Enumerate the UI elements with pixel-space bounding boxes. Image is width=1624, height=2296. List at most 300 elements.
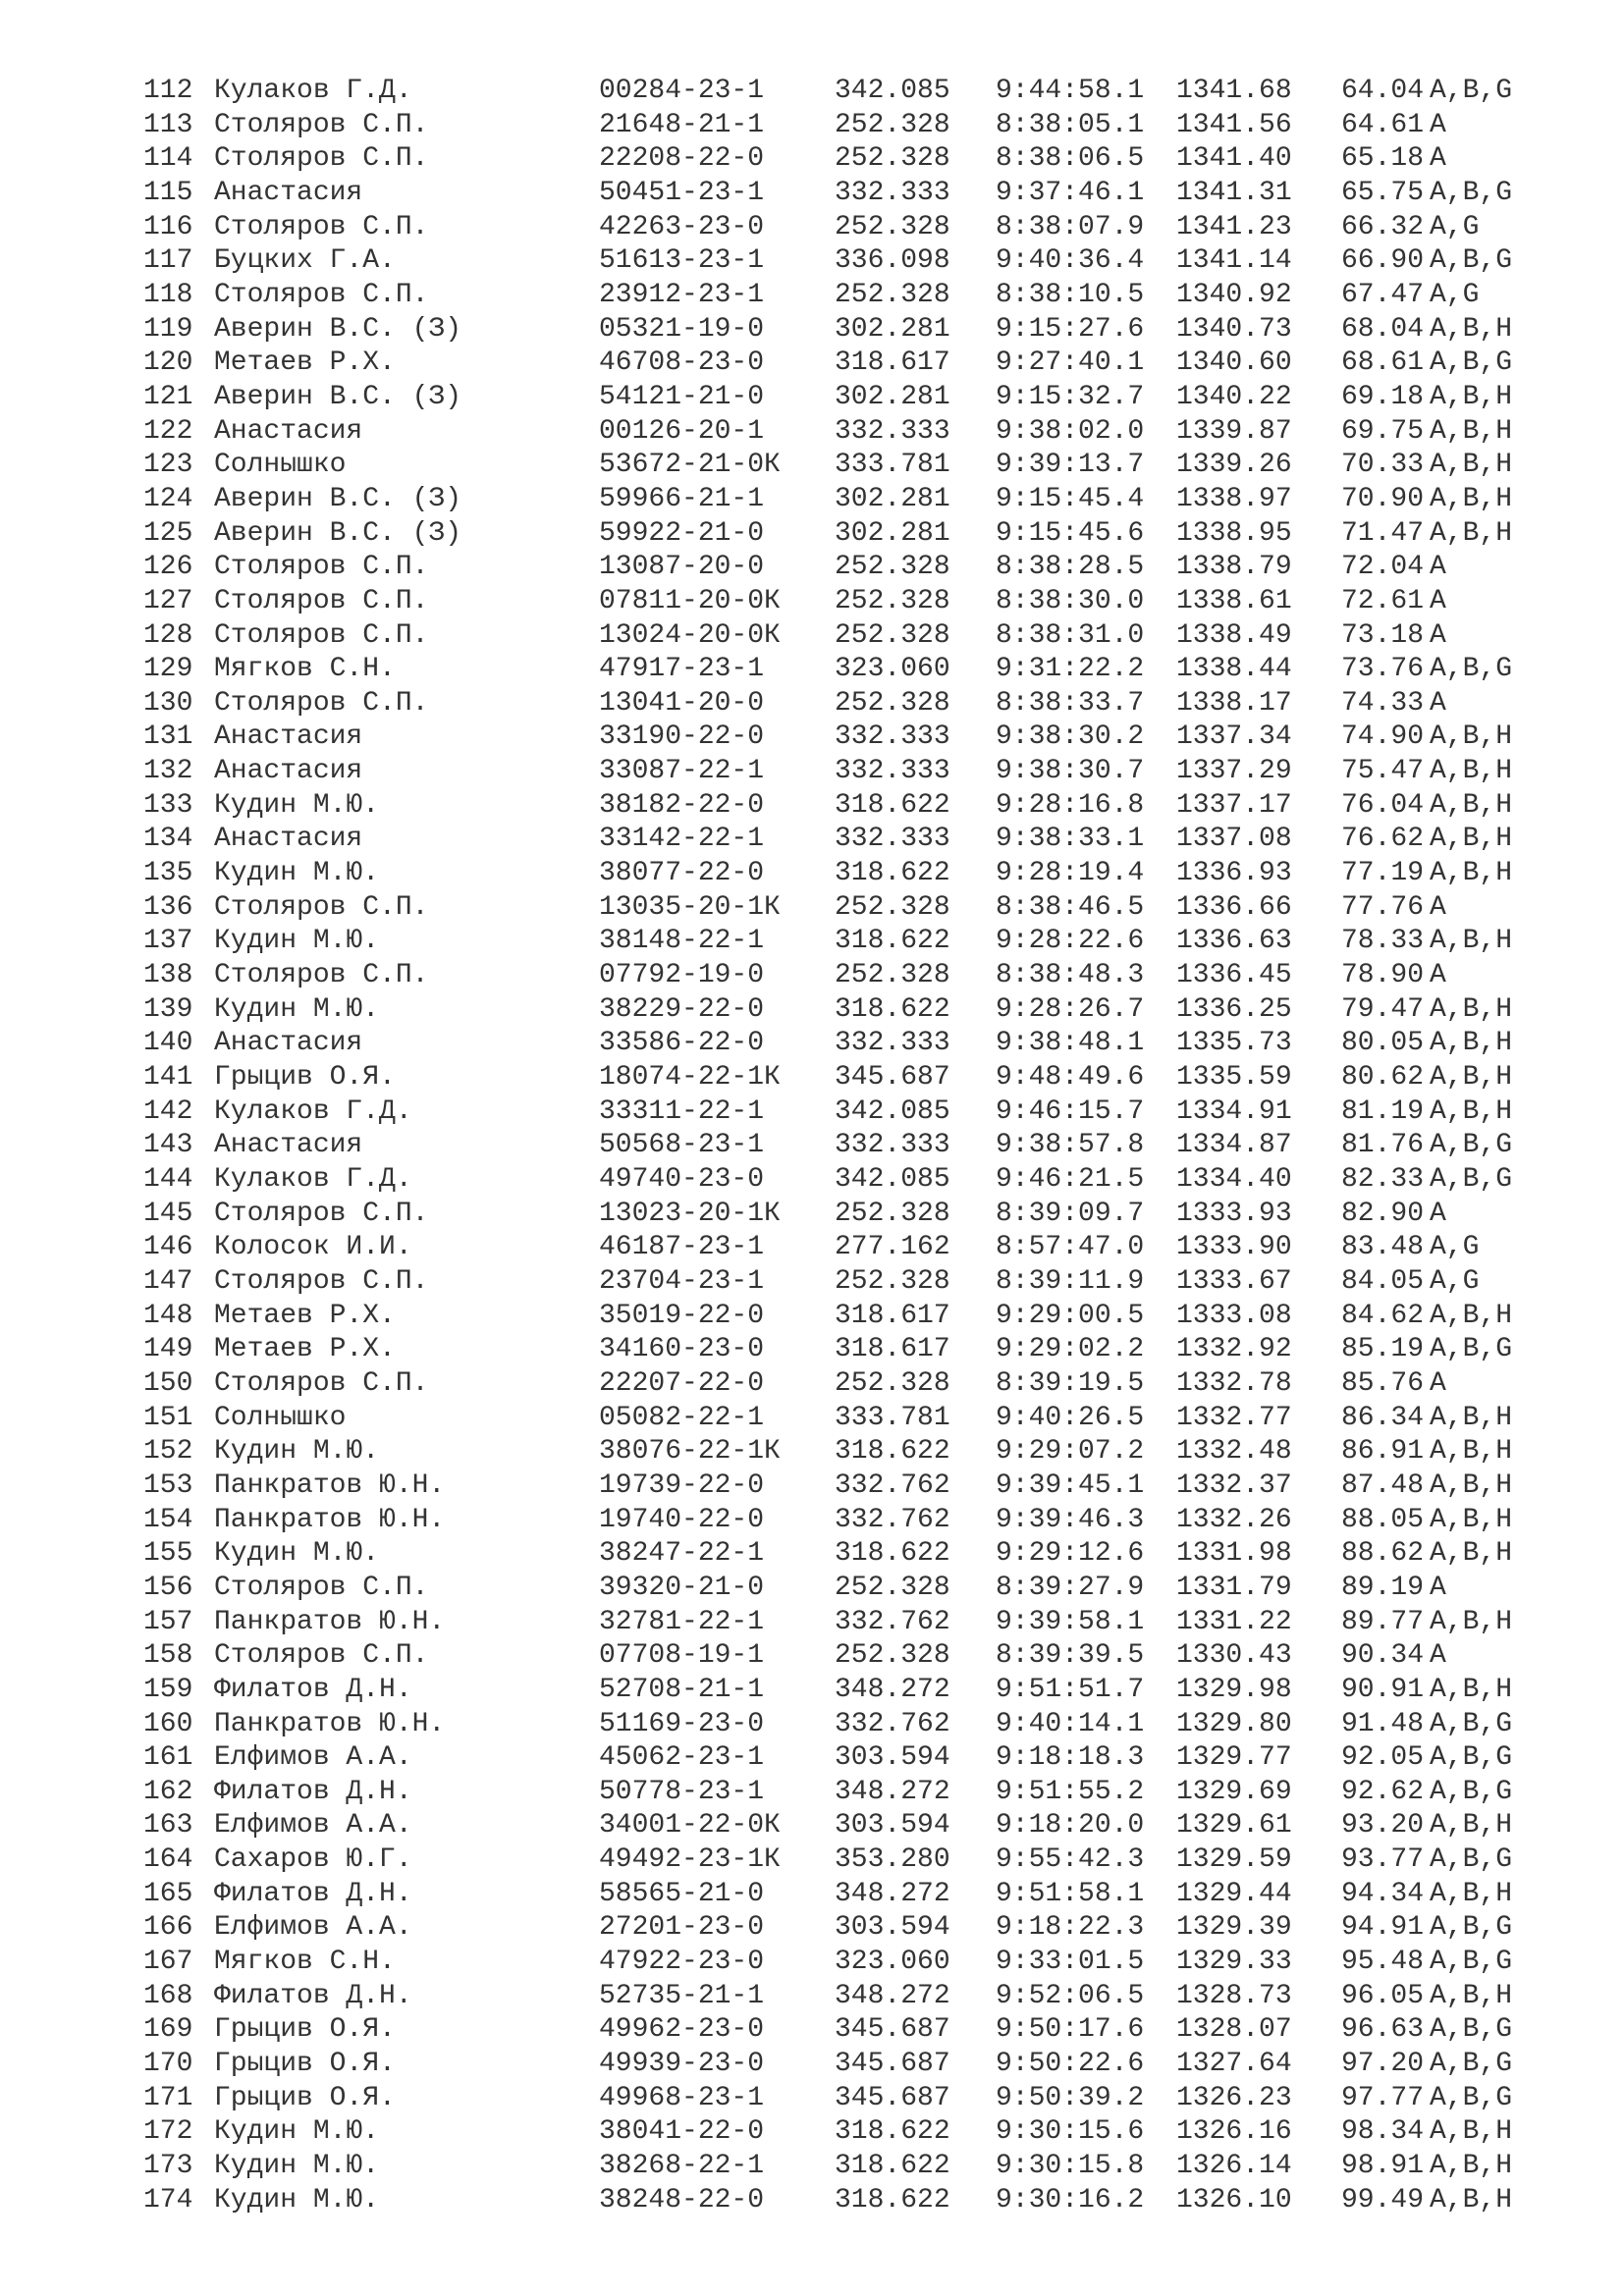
category-flags: A,B,H	[1430, 993, 1513, 1025]
distance: 348.272	[835, 1878, 950, 1909]
fancier-name: Елфимов А.А.	[214, 1912, 412, 1944]
coefficient: 75.47	[1341, 756, 1425, 787]
result-row	[143, 1741, 1567, 1776]
category-flags: A,B,H	[1430, 1810, 1513, 1842]
distance: 318.622	[835, 789, 950, 821]
row-number: 121	[143, 381, 193, 412]
arrival-time: 9:15:32.7	[996, 381, 1145, 412]
coefficient: 67.47	[1341, 279, 1425, 310]
result-row	[143, 959, 1567, 993]
coefficient: 81.19	[1341, 1095, 1425, 1127]
result-row	[143, 1231, 1567, 1265]
fancier-name: Аверин В.С. (З)	[214, 313, 462, 345]
row-number: 146	[143, 1232, 193, 1263]
distance: 252.328	[835, 109, 950, 140]
fancier-name: Столяров С.П.	[214, 1640, 429, 1672]
speed: 1329.77	[1176, 1742, 1292, 1774]
distance: 318.622	[835, 993, 950, 1025]
arrival-time: 9:46:21.5	[996, 1164, 1145, 1195]
speed: 1336.63	[1176, 926, 1292, 957]
fancier-name: Кудин М.Ю.	[214, 2184, 380, 2216]
ring-number: 33190-22-0	[599, 721, 765, 753]
ring-number: 52708-21-1	[599, 1674, 765, 1705]
ring-number: 13023-20-1К	[599, 1198, 781, 1229]
distance: 333.781	[835, 1402, 950, 1433]
coefficient: 86.91	[1341, 1436, 1425, 1468]
result-row	[143, 1572, 1567, 1606]
row-number: 162	[143, 1776, 193, 1807]
speed: 1341.14	[1176, 245, 1292, 277]
row-number: 153	[143, 1469, 193, 1501]
fancier-name: Грыцив О.Я.	[214, 2014, 396, 2046]
fancier-name: Кудин М.Ю.	[214, 2151, 380, 2182]
distance: 332.333	[835, 721, 950, 753]
category-flags: A	[1430, 552, 1446, 583]
row-number: 150	[143, 1367, 193, 1399]
speed: 1340.22	[1176, 381, 1292, 412]
fancier-name: Столяров С.П.	[214, 109, 429, 140]
coefficient: 78.33	[1341, 926, 1425, 957]
category-flags: A,G	[1430, 1265, 1480, 1297]
coefficient: 83.48	[1341, 1232, 1425, 1263]
distance: 345.687	[835, 2082, 950, 2113]
row-number: 143	[143, 1130, 193, 1161]
arrival-time: 9:38:33.1	[996, 824, 1145, 855]
coefficient: 86.34	[1341, 1402, 1425, 1433]
ring-number: 58565-21-0	[599, 1878, 765, 1909]
ring-number: 38268-22-1	[599, 2151, 765, 2182]
speed: 1333.90	[1176, 1232, 1292, 1263]
row-number: 125	[143, 517, 193, 549]
speed: 1340.60	[1176, 347, 1292, 379]
coefficient: 65.75	[1341, 177, 1425, 208]
coefficient: 94.34	[1341, 1878, 1425, 1909]
ring-number: 38076-22-1К	[599, 1436, 781, 1468]
ring-number: 51613-23-1	[599, 245, 765, 277]
arrival-time: 8:39:39.5	[996, 1640, 1145, 1672]
fancier-name: Столяров С.П.	[214, 552, 429, 583]
fancier-name: Столяров С.П.	[214, 279, 429, 310]
fancier-name: Столяров С.П.	[214, 143, 429, 175]
fancier-name: Кудин М.Ю.	[214, 1538, 380, 1570]
distance: 277.162	[835, 1232, 950, 1263]
ring-number: 34001-22-0К	[599, 1810, 781, 1842]
result-row	[143, 1198, 1567, 1232]
coefficient: 81.76	[1341, 1130, 1425, 1161]
row-number: 128	[143, 619, 193, 651]
category-flags: A,B,H	[1430, 1504, 1513, 1535]
result-row	[143, 687, 1567, 721]
category-flags: A,B,G	[1430, 177, 1513, 208]
speed: 1334.87	[1176, 1130, 1292, 1161]
arrival-time: 9:51:58.1	[996, 1878, 1145, 1909]
arrival-time: 8:38:10.5	[996, 279, 1145, 310]
arrival-time: 8:38:46.5	[996, 891, 1145, 923]
fancier-name: Солнышко	[214, 1402, 347, 1433]
speed: 1339.87	[1176, 415, 1292, 447]
speed: 1329.44	[1176, 1878, 1292, 1909]
distance: 318.622	[835, 858, 950, 889]
ring-number: 19740-22-0	[599, 1504, 765, 1535]
fancier-name: Кудин М.Ю.	[214, 858, 380, 889]
result-row	[143, 2184, 1567, 2218]
arrival-time: 9:48:49.6	[996, 1062, 1145, 1094]
result-row	[143, 993, 1567, 1028]
ring-number: 00126-20-1	[599, 415, 765, 447]
result-row	[143, 1776, 1567, 1810]
distance: 342.085	[835, 1095, 950, 1127]
result-row	[143, 2150, 1567, 2184]
distance: 318.617	[835, 1300, 950, 1331]
speed: 1336.93	[1176, 858, 1292, 889]
arrival-time: 9:28:19.4	[996, 858, 1145, 889]
result-row	[143, 1095, 1567, 1130]
ring-number: 33586-22-0	[599, 1028, 765, 1059]
arrival-time: 9:50:17.6	[996, 2014, 1145, 2046]
coefficient: 69.75	[1341, 415, 1425, 447]
speed: 1333.08	[1176, 1300, 1292, 1331]
row-number: 174	[143, 2184, 193, 2216]
result-row	[143, 619, 1567, 654]
ring-number: 33087-22-1	[599, 756, 765, 787]
coefficient: 88.62	[1341, 1538, 1425, 1570]
row-number: 119	[143, 313, 193, 345]
coefficient: 90.34	[1341, 1640, 1425, 1672]
speed: 1330.43	[1176, 1640, 1292, 1672]
arrival-time: 9:38:48.1	[996, 1028, 1145, 1059]
row-number: 147	[143, 1265, 193, 1297]
distance: 252.328	[835, 1265, 950, 1297]
distance: 252.328	[835, 552, 950, 583]
speed: 1336.25	[1176, 993, 1292, 1025]
coefficient: 87.48	[1341, 1469, 1425, 1501]
category-flags: A,B,H	[1430, 483, 1513, 514]
fancier-name: Филатов Д.Н.	[214, 1674, 412, 1705]
fancier-name: Солнышко	[214, 450, 347, 481]
fancier-name: Панкратов Ю.Н.	[214, 1469, 446, 1501]
category-flags: A,B,G	[1430, 76, 1513, 106]
fancier-name: Анастасия	[214, 721, 363, 753]
row-number: 118	[143, 279, 193, 310]
row-number: 122	[143, 415, 193, 447]
arrival-time: 9:30:16.2	[996, 2184, 1145, 2216]
result-row	[143, 1129, 1567, 1163]
speed: 1341.56	[1176, 109, 1292, 140]
arrival-time: 8:39:19.5	[996, 1367, 1145, 1399]
category-flags: A,B,H	[1430, 926, 1513, 957]
row-number: 161	[143, 1742, 193, 1774]
result-row	[143, 483, 1567, 517]
ring-number: 18074-22-1К	[599, 1062, 781, 1094]
distance: 348.272	[835, 1776, 950, 1807]
distance: 302.281	[835, 483, 950, 514]
category-flags: A	[1430, 109, 1446, 140]
result-row	[143, 755, 1567, 789]
result-row	[143, 1504, 1567, 1538]
arrival-time: 9:28:26.7	[996, 993, 1145, 1025]
result-row	[143, 1537, 1567, 1572]
result-row	[143, 925, 1567, 959]
speed: 1338.95	[1176, 517, 1292, 549]
fancier-name: Анастасия	[214, 1130, 363, 1161]
category-flags: A	[1430, 687, 1446, 719]
result-row	[143, 1435, 1567, 1469]
speed: 1329.59	[1176, 1844, 1292, 1876]
ring-number: 50451-23-1	[599, 177, 765, 208]
fancier-name: Столяров С.П.	[214, 1572, 429, 1603]
category-flags: A,B,H	[1430, 450, 1513, 481]
row-number: 165	[143, 1878, 193, 1909]
result-row	[143, 1708, 1567, 1742]
result-row	[143, 789, 1567, 824]
result-row	[143, 1402, 1567, 1436]
coefficient: 73.18	[1341, 619, 1425, 651]
category-flags: A	[1430, 585, 1446, 616]
distance: 336.098	[835, 245, 950, 277]
row-number: 154	[143, 1504, 193, 1535]
result-row	[143, 517, 1567, 552]
category-flags: A,B,G	[1430, 245, 1513, 277]
arrival-time: 8:39:27.9	[996, 1572, 1145, 1603]
result-row	[143, 381, 1567, 415]
distance: 252.328	[835, 1367, 950, 1399]
row-number: 138	[143, 960, 193, 991]
result-row	[143, 109, 1567, 143]
fancier-name: Столяров С.П.	[214, 211, 429, 242]
category-flags: A,B,G	[1430, 1947, 1513, 1978]
arrival-time: 9:39:46.3	[996, 1504, 1145, 1535]
result-row	[143, 1300, 1567, 1334]
category-flags: A,B,H	[1430, 1878, 1513, 1909]
fancier-name: Мягков С.Н.	[214, 1947, 396, 1978]
coefficient: 94.91	[1341, 1912, 1425, 1944]
row-number: 127	[143, 585, 193, 616]
arrival-time: 8:39:11.9	[996, 1265, 1145, 1297]
row-number: 135	[143, 858, 193, 889]
result-row	[143, 211, 1567, 245]
distance: 252.328	[835, 1572, 950, 1603]
category-flags: A,B,H	[1430, 1980, 1513, 2011]
arrival-time: 9:51:51.7	[996, 1674, 1145, 1705]
coefficient: 70.90	[1341, 483, 1425, 514]
fancier-name: Столяров С.П.	[214, 1367, 429, 1399]
row-number: 155	[143, 1538, 193, 1570]
arrival-time: 9:18:20.0	[996, 1810, 1145, 1842]
speed: 1329.98	[1176, 1674, 1292, 1705]
coefficient: 89.19	[1341, 1572, 1425, 1603]
distance: 332.333	[835, 1130, 950, 1161]
result-row	[143, 1946, 1567, 1980]
speed: 1329.69	[1176, 1776, 1292, 1807]
distance: 318.617	[835, 1334, 950, 1365]
distance: 252.328	[835, 960, 950, 991]
result-row	[143, 2115, 1567, 2150]
row-number: 144	[143, 1164, 193, 1195]
row-number: 156	[143, 1572, 193, 1603]
row-number: 126	[143, 552, 193, 583]
result-row	[143, 1809, 1567, 1843]
distance: 252.328	[835, 211, 950, 242]
category-flags: A,B,H	[1430, 2151, 1513, 2182]
distance: 332.333	[835, 824, 950, 855]
category-flags: A,B,G	[1430, 347, 1513, 379]
category-flags: A,B,H	[1430, 789, 1513, 821]
ring-number: 38077-22-0	[599, 858, 765, 889]
result-row	[143, 551, 1567, 585]
speed: 1337.17	[1176, 789, 1292, 821]
coefficient: 90.91	[1341, 1674, 1425, 1705]
ring-number: 21648-21-1	[599, 109, 765, 140]
row-number: 116	[143, 211, 193, 242]
speed: 1338.44	[1176, 654, 1292, 685]
arrival-time: 9:29:07.2	[996, 1436, 1145, 1468]
fancier-name: Кулаков Г.Д.	[214, 1164, 412, 1195]
result-row	[143, 142, 1567, 177]
speed: 1339.26	[1176, 450, 1292, 481]
coefficient: 72.04	[1341, 552, 1425, 583]
ring-number: 53672-21-0К	[599, 450, 781, 481]
result-row	[143, 1027, 1567, 1061]
distance: 318.622	[835, 1538, 950, 1570]
speed: 1341.31	[1176, 177, 1292, 208]
ring-number: 59922-21-0	[599, 517, 765, 549]
category-flags: A,B,H	[1430, 2116, 1513, 2148]
coefficient: 76.04	[1341, 789, 1425, 821]
fancier-name: Грыцив О.Я.	[214, 1062, 396, 1094]
row-number: 173	[143, 2151, 193, 2182]
ring-number: 35019-22-0	[599, 1300, 765, 1331]
coefficient: 65.18	[1341, 143, 1425, 175]
ring-number: 54121-21-0	[599, 381, 765, 412]
ring-number: 34160-23-0	[599, 1334, 765, 1365]
result-row	[143, 1674, 1567, 1708]
coefficient: 71.47	[1341, 517, 1425, 549]
row-number: 166	[143, 1912, 193, 1944]
result-row	[143, 2048, 1567, 2082]
coefficient: 68.04	[1341, 313, 1425, 345]
distance: 318.622	[835, 1436, 950, 1468]
row-number: 113	[143, 109, 193, 140]
ring-number: 32781-22-1	[599, 1606, 765, 1637]
ring-number: 46708-23-0	[599, 347, 765, 379]
speed: 1332.92	[1176, 1334, 1292, 1365]
speed: 1329.80	[1176, 1708, 1292, 1739]
row-number: 114	[143, 143, 193, 175]
row-number: 168	[143, 1980, 193, 2011]
speed: 1338.49	[1176, 619, 1292, 651]
coefficient: 74.90	[1341, 721, 1425, 753]
result-row	[143, 1469, 1567, 1504]
distance: 323.060	[835, 1947, 950, 1978]
arrival-time: 8:38:06.5	[996, 143, 1145, 175]
speed: 1329.39	[1176, 1912, 1292, 1944]
speed: 1341.68	[1176, 76, 1292, 106]
ring-number: 13035-20-1К	[599, 891, 781, 923]
coefficient: 79.47	[1341, 993, 1425, 1025]
coefficient: 84.05	[1341, 1265, 1425, 1297]
speed: 1341.40	[1176, 143, 1292, 175]
row-number: 142	[143, 1095, 193, 1127]
fancier-name: Колосок И.И.	[214, 1232, 412, 1263]
ring-number: 22207-22-0	[599, 1367, 765, 1399]
arrival-time: 9:18:18.3	[996, 1742, 1145, 1774]
distance: 318.622	[835, 2116, 950, 2148]
speed: 1332.37	[1176, 1469, 1292, 1501]
coefficient: 66.32	[1341, 211, 1425, 242]
arrival-time: 9:39:58.1	[996, 1606, 1145, 1637]
fancier-name: Аверин В.С. (З)	[214, 483, 462, 514]
category-flags: A,B,G	[1430, 1742, 1513, 1774]
distance: 252.328	[835, 143, 950, 175]
distance: 333.781	[835, 450, 950, 481]
coefficient: 91.48	[1341, 1708, 1425, 1739]
speed: 1329.61	[1176, 1810, 1292, 1842]
distance: 353.280	[835, 1844, 950, 1876]
fancier-name: Столяров С.П.	[214, 687, 429, 719]
fancier-name: Анастасия	[214, 415, 363, 447]
result-row	[143, 1061, 1567, 1095]
distance: 303.594	[835, 1742, 950, 1774]
result-row	[143, 1606, 1567, 1640]
distance: 318.622	[835, 926, 950, 957]
ring-number: 39320-21-0	[599, 1572, 765, 1603]
arrival-time: 9:55:42.3	[996, 1844, 1145, 1876]
ring-number: 07811-20-0К	[599, 585, 781, 616]
coefficient: 72.61	[1341, 585, 1425, 616]
category-flags: A,B,G	[1430, 654, 1513, 685]
row-number: 124	[143, 483, 193, 514]
arrival-time: 9:37:46.1	[996, 177, 1145, 208]
distance: 318.617	[835, 347, 950, 379]
arrival-time: 8:57:47.0	[996, 1232, 1145, 1263]
coefficient: 64.04	[1341, 76, 1425, 106]
fancier-name: Панкратов Ю.Н.	[214, 1708, 446, 1739]
row-number: 158	[143, 1640, 193, 1672]
speed: 1326.10	[1176, 2184, 1292, 2216]
speed: 1335.73	[1176, 1028, 1292, 1059]
coefficient: 85.76	[1341, 1367, 1425, 1399]
coefficient: 64.61	[1341, 109, 1425, 140]
row-number: 115	[143, 177, 193, 208]
arrival-time: 9:29:12.6	[996, 1538, 1145, 1570]
distance: 345.687	[835, 2014, 950, 2046]
category-flags: A,B,H	[1430, 1606, 1513, 1637]
arrival-time: 9:27:40.1	[996, 347, 1145, 379]
row-number: 148	[143, 1300, 193, 1331]
category-flags: A	[1430, 619, 1446, 651]
ring-number: 22208-22-0	[599, 143, 765, 175]
distance: 348.272	[835, 1980, 950, 2011]
coefficient: 95.48	[1341, 1947, 1425, 1978]
distance: 332.333	[835, 1028, 950, 1059]
speed: 1333.93	[1176, 1198, 1292, 1229]
coefficient: 70.33	[1341, 450, 1425, 481]
row-number: 159	[143, 1674, 193, 1705]
result-row	[143, 1333, 1567, 1367]
ring-number: 13024-20-0К	[599, 619, 781, 651]
ring-number: 59966-21-1	[599, 483, 765, 514]
row-number: 160	[143, 1708, 193, 1739]
category-flags: A,B,H	[1430, 1674, 1513, 1705]
ring-number: 23912-23-1	[599, 279, 765, 310]
arrival-time: 9:15:27.6	[996, 313, 1145, 345]
category-flags: A,B,G	[1430, 1844, 1513, 1876]
arrival-time: 9:31:22.2	[996, 654, 1145, 685]
ring-number: 38041-22-0	[599, 2116, 765, 2148]
row-number: 164	[143, 1844, 193, 1876]
arrival-time: 9:40:36.4	[996, 245, 1145, 277]
distance: 332.762	[835, 1469, 950, 1501]
